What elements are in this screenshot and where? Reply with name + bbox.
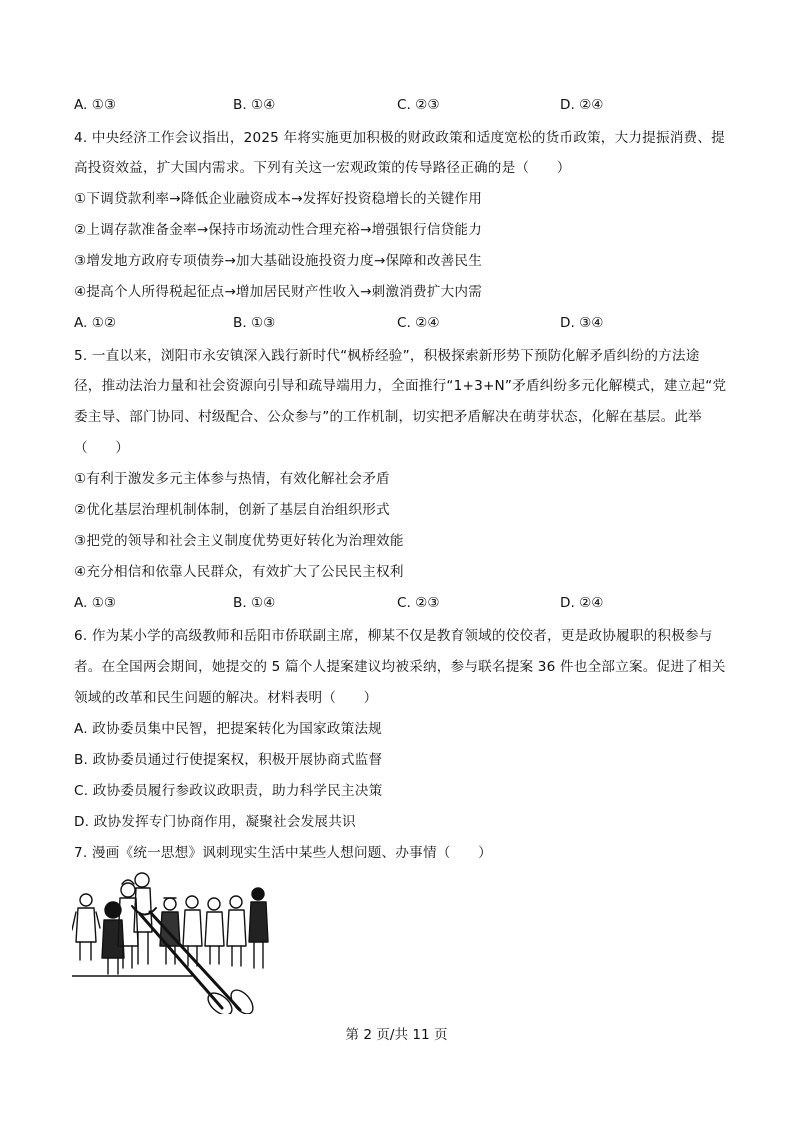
q6-option-a[interactable]: A. 政协委员集中民智，把提案转化为国家政策法规 (74, 721, 382, 737)
q5-item-1: ①有利于激发多元主体参与热情，有效化解社会矛盾 (74, 471, 390, 487)
q5-option-d[interactable]: D. ②④ (560, 595, 604, 611)
q4-option-c[interactable]: C. ②④ (397, 315, 440, 331)
q5-stem-line-2: 径，推动法治力量和社会资源向引导和疏导端用力，全面推行“1+3+N”矛盾纠纷多元化解模式，建立起“党 (74, 378, 727, 394)
q5-options (74, 594, 714, 612)
cartoon-illustration (72, 872, 278, 1014)
q4-item-3: ③增发地方政府专项债券→加大基础设施投资力度→保障和改善民生 (74, 253, 482, 269)
q4-item-4: ④提高个人所得税起征点→增加居民财产性收入→刺激消费扩大内需 (74, 284, 482, 300)
q5-item-4: ④充分相信和依靠人民群众，有效扩大了公民民主权利 (74, 564, 404, 580)
q4-options (74, 314, 714, 332)
q4-option-a[interactable]: A. ①② (74, 315, 117, 331)
q7-stem: 7. 漫画《统一思想》讽刺现实生活中某些人想问题、办事情（ ） (74, 845, 492, 861)
q4-option-b[interactable]: B. ①③ (233, 315, 276, 331)
q4-stem-line-1: 4. 中央经济工作会议指出，2025 年将实施更加积极的财政政策和适度宽松的货币政策，大力提振消费、提 (74, 130, 725, 146)
q6-stem-line-1: 6. 作为某小学的高级教师和岳阳市侨联副主席，柳某不仅是教育领域的佼佼者，更是政协履职的积极参与 (74, 628, 713, 644)
page-footer: 第 2 页/共 11 页 (345, 1027, 448, 1043)
q6-option-c[interactable]: C. 政协委员履行参政议政职责，助力科学民主决策 (74, 783, 383, 799)
q6-stem-line-3: 领域的改革和民生问题的解决。材料表明（ ） (74, 690, 378, 706)
q5-option-c[interactable]: C. ②③ (397, 595, 440, 611)
q3-option-d[interactable]: D. ②④ (560, 97, 604, 113)
q6-option-b[interactable]: B. 政协委员通过行使提案权，积极开展协商式监督 (74, 752, 383, 768)
q4-option-d[interactable]: D. ③④ (560, 315, 604, 331)
q5-stem-line-3: 委主导、部门协同、村级配合、公众参与”的工作机制，切实把矛盾解决在萌芽状态，化解在基层。此举 (74, 409, 702, 425)
q3-option-b[interactable]: B. ①④ (233, 97, 276, 113)
q5-stem-line-4: （ ） (74, 440, 130, 456)
q3-option-a[interactable]: A. ①③ (74, 97, 117, 113)
q6-option-d[interactable]: D. 政协发挥专门协商作用，凝聚社会发展共识 (74, 814, 356, 830)
q5-option-b[interactable]: B. ①④ (233, 595, 276, 611)
q6-stem-line-2: 者。在全国两会期间，她提交的 5 篇个人提案建议均被采纳，参与联名提案 36 件也全部立案。促进了相关 (74, 659, 726, 675)
q5-item-3: ③把党的领导和社会主义制度优势更好转化为治理效能 (74, 533, 404, 549)
q5-item-2: ②优化基层治理机制体制，创新了基层自治组织形式 (74, 502, 390, 518)
q4-item-1: ①下调贷款利率→降低企业融资成本→发挥好投资稳增长的关键作用 (74, 191, 482, 207)
q5-stem-line-1: 5. 一直以来，浏阳市永安镇深入践行新时代“枫桥经验”，积极探索新形势下预防化解矛盾纠纷的方法途 (74, 348, 700, 364)
q3-option-c[interactable]: C. ②③ (397, 97, 440, 113)
q3-options (74, 96, 714, 114)
q4-stem-line-2: 高投资效益，扩大国内需求。下列有关这一宏观政策的传导路径正确的是（ ） (74, 160, 571, 176)
q4-item-2: ②上调存款准备金率→保持市场流动性合理充裕→增强银行信贷能力 (74, 222, 482, 238)
q5-option-a[interactable]: A. ①③ (74, 595, 117, 611)
